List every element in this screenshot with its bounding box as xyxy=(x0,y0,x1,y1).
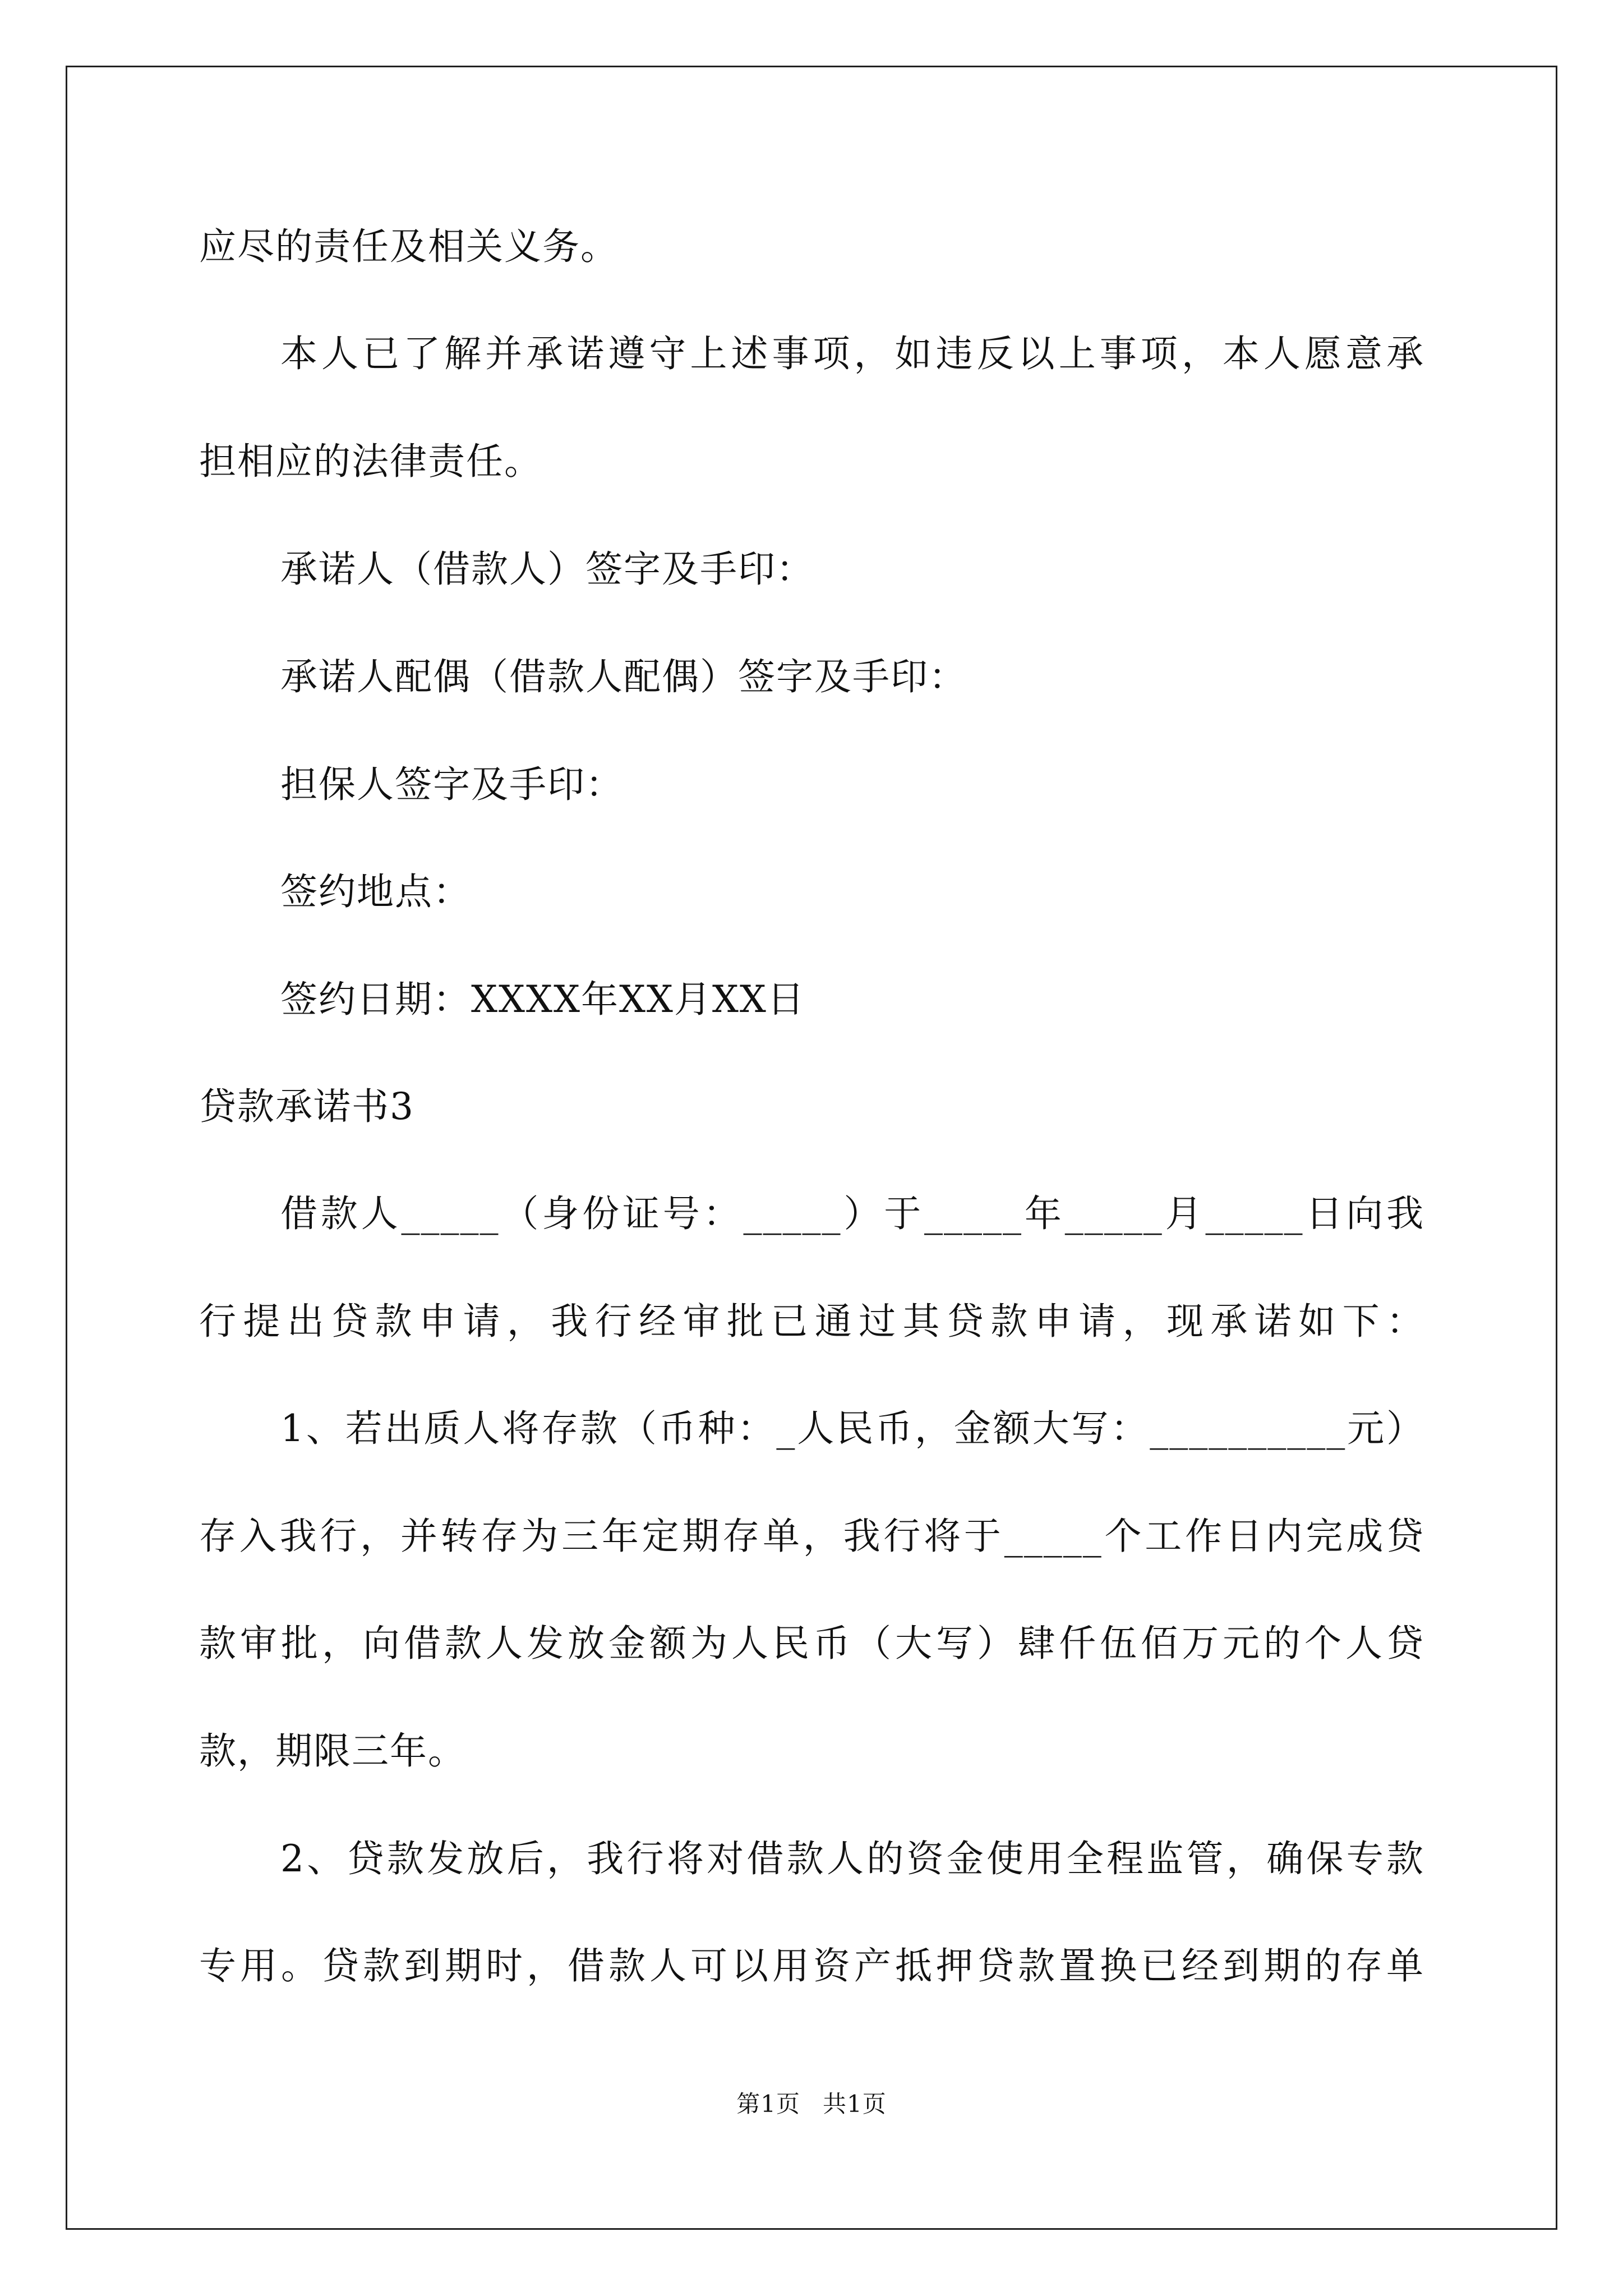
text-line: 款审批，向借款人发放金额为人民币（大写）肆仟伍佰万元的个人贷 xyxy=(199,1622,1424,1665)
text-line: 签约日期：XXXX年XX月XX日 xyxy=(280,978,805,1021)
text-line: 承诺人（借款人）签字及手印： xyxy=(280,547,814,591)
text-line: 借款人_____（身份证号：_____）于_____年_____月_____日向我 xyxy=(280,1192,1424,1235)
text-line: 2、贷款发放后，我行将对借款人的资金使用全程监管，确保专款 xyxy=(280,1837,1424,1880)
text-line: 行提出贷款申请，我行经审批已通过其贷款申请，现承诺如下： xyxy=(199,1300,1424,1343)
text-line: 应尽的责任及相关义务。 xyxy=(199,225,619,268)
text-line: 存入我行，并转存为三年定期存单，我行将于_____个工作日内完成贷 xyxy=(199,1515,1424,1558)
text-line: 承诺人配偶（借款人配偶）签字及手印： xyxy=(280,655,967,698)
text-line: 1、若出质人将存款（币种：_人民币，金额大写：__________元） xyxy=(280,1407,1424,1450)
text-line: 担相应的法律责任。 xyxy=(199,440,542,483)
page-frame xyxy=(66,66,1557,2230)
section-heading: 贷款承诺书3 xyxy=(199,1085,414,1128)
text-line: 担保人签字及手印： xyxy=(280,763,624,806)
text-line: 本人已了解并承诺遵守上述事项，如违反以上事项，本人愿意承 xyxy=(280,332,1424,375)
page-total: 共1页 xyxy=(823,2090,887,2118)
text-line: 专用。贷款到期时，借款人可以用资产抵押贷款置换已经到期的存单 xyxy=(199,1944,1424,1987)
text-line: 签约地点： xyxy=(280,870,471,913)
page-footer xyxy=(0,2092,1623,2116)
text-line: 款，期限三年。 xyxy=(199,1729,466,1773)
page-number: 第1页 xyxy=(736,2090,800,2118)
